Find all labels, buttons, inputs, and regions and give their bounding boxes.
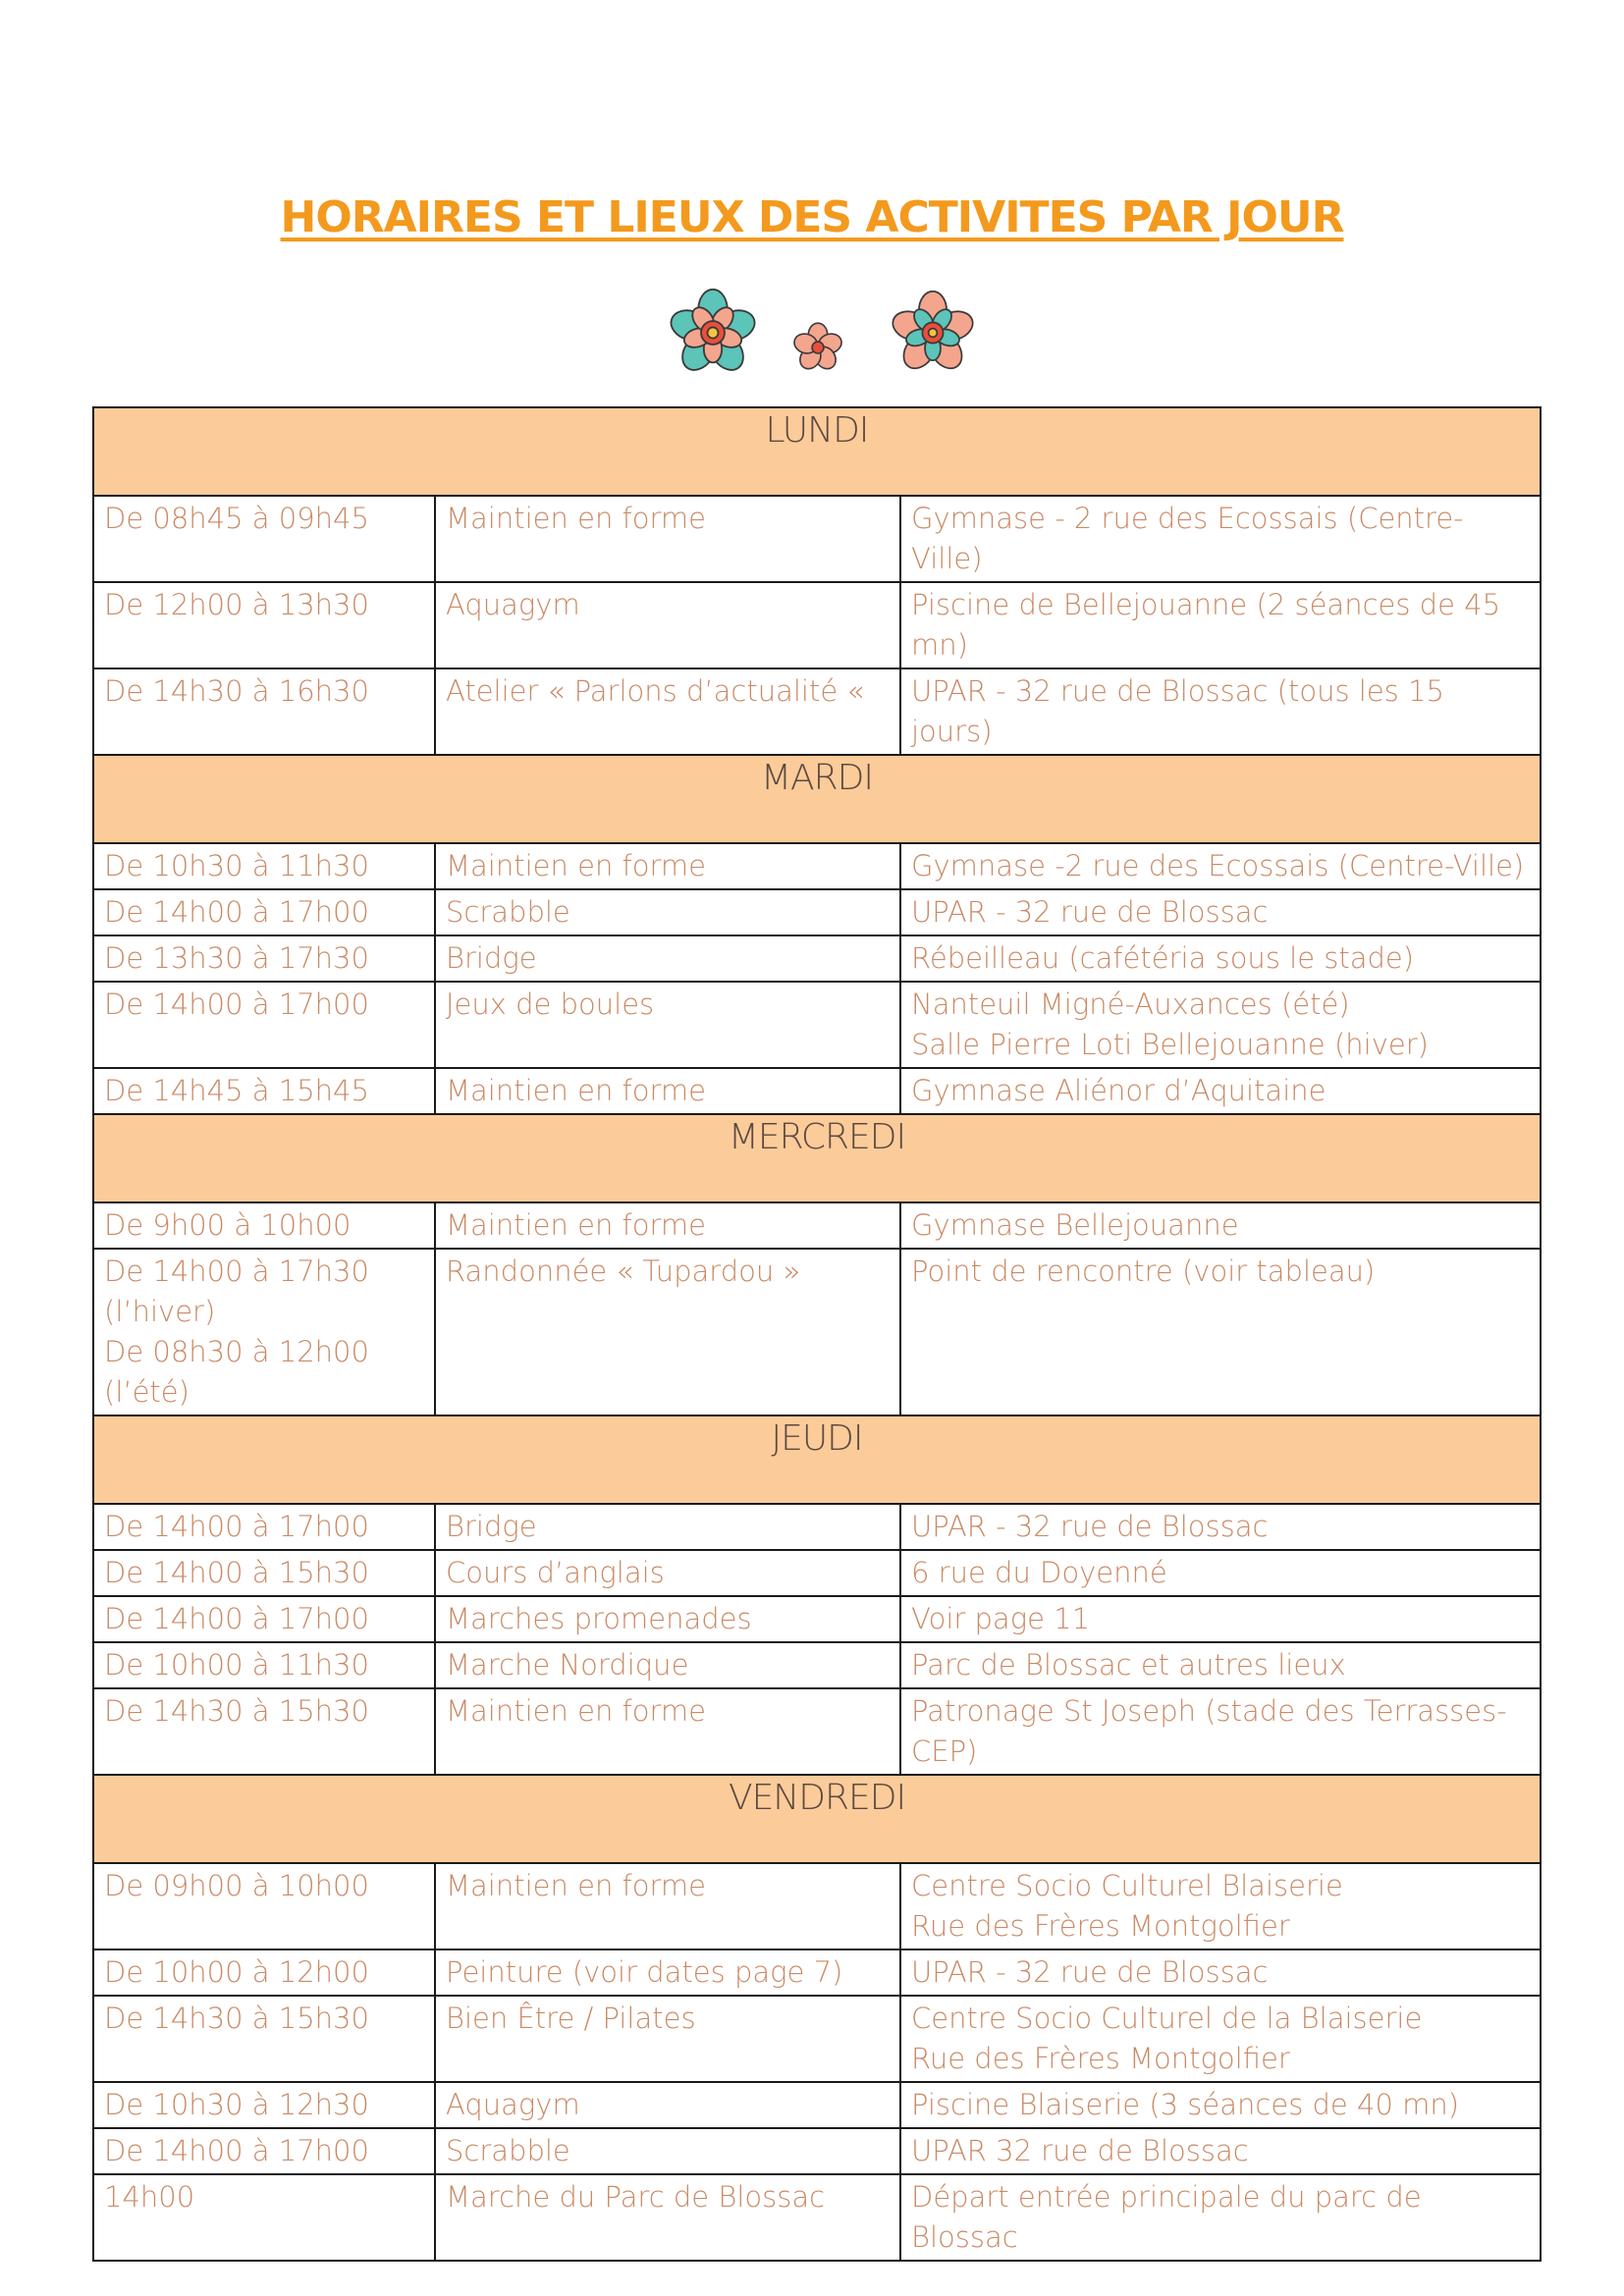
table-row xyxy=(93,1202,1541,1249)
activity-text: Marche du Parc de Blossac xyxy=(446,2180,826,2214)
place-cell xyxy=(900,1949,1541,1996)
place-text: UPAR - 32 rue de Blossac xyxy=(911,1955,1269,1989)
activity-text: Bien Être / Pilates xyxy=(446,2002,696,2035)
place-text: UPAR - 32 rue de Blossac xyxy=(911,895,1269,929)
activity-cell xyxy=(435,1249,900,1415)
place-cell xyxy=(900,1249,1541,1415)
time-cell xyxy=(93,889,435,935)
time-text: De 14h00 à 17h00 xyxy=(104,988,369,1021)
activity-cell xyxy=(435,889,900,935)
activity-cell xyxy=(435,2128,900,2174)
time-text: De 13h30 à 17h30 xyxy=(104,941,369,975)
day-header-jeudi: JEUDI xyxy=(93,1415,1541,1504)
place-text: Voir page 11 xyxy=(911,1602,1091,1635)
time-text: De 14h00 à 17h00 xyxy=(104,1510,369,1543)
time-text: 14h00 xyxy=(104,2180,195,2214)
time-text: De 14h00 à 17h00 xyxy=(104,2134,369,2167)
place-text: UPAR 32 rue de Blossac xyxy=(911,2134,1249,2167)
time-cell xyxy=(93,2128,435,2174)
activity-cell xyxy=(435,1949,900,1996)
table-row xyxy=(93,1550,1541,1596)
table-row xyxy=(93,1249,1541,1415)
activity-text: Maintien en forme xyxy=(446,1694,706,1728)
place-text: Patronage St Joseph (stade des Terrasses-CEP) xyxy=(911,1694,1507,1768)
place-cell xyxy=(900,843,1541,889)
place-cell xyxy=(900,2082,1541,2128)
table-row xyxy=(93,1949,1541,1996)
time-cell xyxy=(93,668,435,755)
table-row xyxy=(93,2174,1541,2261)
flower-icon xyxy=(890,290,976,376)
table-row xyxy=(93,1642,1541,1688)
time-cell xyxy=(93,1863,435,1949)
time-cell xyxy=(93,1642,435,1688)
time-text: De 10h00 à 12h00 xyxy=(104,1955,369,1989)
table-row xyxy=(93,496,1541,582)
activity-cell xyxy=(435,1068,900,1114)
flower-icon xyxy=(668,288,758,378)
time-text: De 12h00 à 13h30 xyxy=(104,588,369,621)
activity-text: Maintien en forme xyxy=(446,1074,706,1107)
activity-cell xyxy=(435,843,900,889)
time-cell xyxy=(93,2082,435,2128)
table-row xyxy=(93,1068,1541,1114)
day-header-row xyxy=(93,1775,1541,1863)
place-text: Centre Socio Culturel de la Blaiserie xyxy=(911,2002,1423,2035)
time-text: De 09h00 à 10h00 xyxy=(104,1869,369,1902)
place-cell xyxy=(900,1642,1541,1688)
activity-text: Maintien en forme xyxy=(446,1208,706,1242)
day-header-mercredi: MERCREDI xyxy=(93,1114,1541,1202)
table-row xyxy=(93,1504,1541,1550)
time-text: De 10h30 à 12h30 xyxy=(104,2088,369,2121)
time-cell xyxy=(93,496,435,582)
place-text: Piscine Blaiserie (3 séances de 40 mn) xyxy=(911,2088,1460,2121)
place-text: Rue des Frères Montgolfier xyxy=(911,2042,1290,2075)
flower-decoration xyxy=(0,280,1624,388)
activity-cell xyxy=(435,2082,900,2128)
activity-text: Atelier « Parlons d’actualité « xyxy=(446,674,865,708)
place-cell xyxy=(900,2174,1541,2261)
place-cell xyxy=(900,496,1541,582)
place-text: Salle Pierre Loti Bellejouanne (hiver) xyxy=(911,1028,1429,1061)
place-text: Gymnase - 2 rue des Ecossais (Centre-Ville) xyxy=(911,502,1464,575)
schedule-body xyxy=(93,407,1541,2261)
place-cell xyxy=(900,1550,1541,1596)
table-row xyxy=(93,889,1541,935)
activity-text: Marche Nordique xyxy=(446,1648,689,1682)
table-row xyxy=(93,582,1541,668)
table-row xyxy=(93,935,1541,982)
time-cell xyxy=(93,1688,435,1775)
place-cell xyxy=(900,1068,1541,1114)
activity-cell xyxy=(435,1863,900,1949)
activity-text: Marches promenades xyxy=(446,1602,752,1635)
activity-text: Bridge xyxy=(446,1510,537,1543)
place-text: Départ entrée principale du parc de Blossac xyxy=(911,2180,1422,2254)
time-cell xyxy=(93,582,435,668)
time-cell xyxy=(93,843,435,889)
schedule-table xyxy=(92,406,1542,2262)
activity-cell xyxy=(435,582,900,668)
time-text: De 10h30 à 11h30 xyxy=(104,849,369,882)
activity-cell xyxy=(435,935,900,982)
place-text: Gymnase Aliénor d’Aquitaine xyxy=(911,1074,1326,1107)
time-cell xyxy=(93,1202,435,1249)
activity-text: Randonnée « Tupardou » xyxy=(446,1255,801,1288)
place-text: UPAR - 32 rue de Blossac xyxy=(911,1510,1269,1543)
activity-cell xyxy=(435,1596,900,1642)
table-row xyxy=(93,1996,1541,2082)
place-cell xyxy=(900,935,1541,982)
day-header-row xyxy=(93,755,1541,843)
time-text: De 14h45 à 15h45 xyxy=(104,1074,369,1107)
time-cell xyxy=(93,1949,435,1996)
place-text: 6 rue du Doyenné xyxy=(911,1556,1167,1589)
day-header-mardi: MARDI xyxy=(93,755,1541,843)
place-text: Gymnase -2 rue des Ecossais (Centre-Ville) xyxy=(911,849,1525,882)
time-text: De 14h30 à 16h30 xyxy=(104,674,369,708)
activity-cell xyxy=(435,496,900,582)
time-cell xyxy=(93,2174,435,2261)
day-header-row xyxy=(93,1114,1541,1202)
table-row xyxy=(93,982,1541,1068)
time-text: De 14h30 à 15h30 xyxy=(104,1694,369,1728)
activity-text: Jeux de boules xyxy=(446,988,655,1021)
time-text: De 10h00 à 11h30 xyxy=(104,1648,369,1682)
day-header-vendredi: VENDREDI xyxy=(93,1775,1541,1863)
activity-cell xyxy=(435,1642,900,1688)
day-header-row xyxy=(93,1415,1541,1504)
place-text: Point de rencontre (voir tableau) xyxy=(911,1255,1376,1288)
day-header-lundi: LUNDI xyxy=(93,407,1541,496)
place-text: Parc de Blossac et autres lieux xyxy=(911,1648,1346,1682)
activity-text: Aquagym xyxy=(446,588,580,621)
time-text: De 14h00 à 15h30 xyxy=(104,1556,369,1589)
place-cell xyxy=(900,582,1541,668)
time-cell xyxy=(93,1596,435,1642)
table-row xyxy=(93,2082,1541,2128)
activity-text: Maintien en forme xyxy=(446,502,706,535)
activity-text: Maintien en forme xyxy=(446,1869,706,1902)
place-cell xyxy=(900,1996,1541,2082)
time-cell xyxy=(93,1504,435,1550)
place-cell xyxy=(900,1504,1541,1550)
time-text: De 08h45 à 09h45 xyxy=(104,502,369,535)
place-text: Centre Socio Culturel Blaiserie xyxy=(911,1869,1343,1902)
table-row xyxy=(93,1863,1541,1949)
page-title: HORAIRES ET LIEUX DES ACTIVITES PAR JOUR xyxy=(280,192,1344,242)
table-row xyxy=(93,1596,1541,1642)
activity-text: Scrabble xyxy=(446,2134,570,2167)
time-text: De 9h00 à 10h00 xyxy=(104,1208,352,1242)
place-cell xyxy=(900,2128,1541,2174)
activity-cell xyxy=(435,1996,900,2082)
activity-cell xyxy=(435,1550,900,1596)
place-text: Piscine de Bellejouanne (2 séances de 45 mn) xyxy=(911,588,1501,662)
place-cell xyxy=(900,982,1541,1068)
table-row xyxy=(93,2128,1541,2174)
activity-text: Scrabble xyxy=(446,895,570,929)
place-text: UPAR - 32 rue de Blossac (tous les 15 jours) xyxy=(911,674,1444,748)
place-cell xyxy=(900,1202,1541,1249)
activity-cell xyxy=(435,1688,900,1775)
table-row xyxy=(93,668,1541,755)
time-cell xyxy=(93,1996,435,2082)
time-text: De 14h00 à 17h00 xyxy=(104,895,369,929)
place-cell xyxy=(900,1596,1541,1642)
time-text: De 14h00 à 17h30 (l’hiver) xyxy=(104,1255,369,1328)
time-text: De 14h30 à 15h30 xyxy=(104,2002,369,2035)
place-cell xyxy=(900,668,1541,755)
activity-text: Aquagym xyxy=(446,2088,580,2121)
activity-text: Peinture (voir dates page 7) xyxy=(446,1955,843,1989)
table-row xyxy=(93,843,1541,889)
place-cell xyxy=(900,1688,1541,1775)
activity-cell xyxy=(435,982,900,1068)
small-flower-icon xyxy=(791,321,844,374)
time-cell xyxy=(93,1068,435,1114)
table-row xyxy=(93,1688,1541,1775)
time-cell xyxy=(93,1550,435,1596)
place-text: Nanteuil Migné-Auxances (été) xyxy=(911,988,1350,1021)
time-text: De 14h00 à 17h00 xyxy=(104,1602,369,1635)
time-text: De 08h30 à 12h00 (l’été) xyxy=(104,1335,369,1409)
activity-cell xyxy=(435,1504,900,1550)
place-cell xyxy=(900,1863,1541,1949)
place-text: Rue des Frères Montgolfier xyxy=(911,1909,1290,1943)
time-cell xyxy=(93,1249,435,1415)
activity-cell xyxy=(435,1202,900,1249)
time-cell xyxy=(93,935,435,982)
place-text: Gymnase Bellejouanne xyxy=(911,1208,1239,1242)
place-text: Rébeilleau (cafétéria sous le stade) xyxy=(911,941,1415,975)
place-cell xyxy=(900,889,1541,935)
activity-cell xyxy=(435,2174,900,2261)
time-cell xyxy=(93,982,435,1068)
activity-text: Maintien en forme xyxy=(446,849,706,882)
activity-cell xyxy=(435,668,900,755)
day-header-row xyxy=(93,407,1541,496)
activity-text: Cours d’anglais xyxy=(446,1556,665,1589)
activity-text: Bridge xyxy=(446,941,537,975)
